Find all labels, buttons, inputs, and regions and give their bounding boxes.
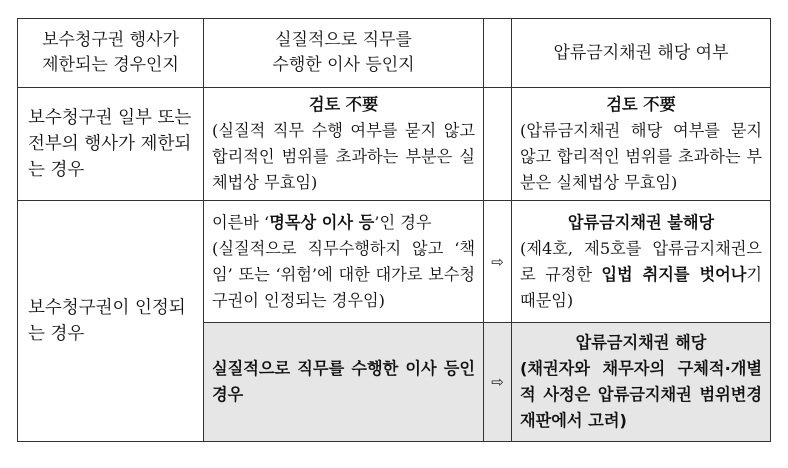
- row1-mid-title: 검토 不要: [308, 95, 379, 114]
- row1-right-text: (압류금지채권 해당 여부를 묻지 않고 합리적인 범위를 초과하는 부분은 실체법상 무효임): [520, 121, 762, 192]
- row2-sub2-arrow-icon: ⇨: [484, 323, 512, 442]
- header-col1: [18, 19, 204, 88]
- row2-sub1-intro: [212, 210, 475, 236]
- row2-sub1-right-post: 기 때문임): [520, 264, 763, 310]
- row1-right-title: 검토 不要: [606, 95, 676, 114]
- row-restricted: [18, 88, 771, 201]
- row2-sub1-intro-post: ’인 경우: [374, 212, 432, 232]
- header-col1-line1: 보수청구권 행사가: [42, 30, 179, 50]
- row2-sub1-right-cell: [512, 201, 771, 323]
- row1-right-cell: [512, 88, 771, 201]
- header-col2: [204, 19, 484, 88]
- row2-sub1-right-text: [520, 236, 762, 314]
- row2-sub2-right-title: 압류금지채권 해당: [575, 333, 707, 352]
- header-col2-line1: 실질적으로 직무를: [275, 30, 412, 50]
- row2-sub2-middle-cell: [204, 323, 484, 442]
- row2-label: 보수청구권이 인정되는 경우: [18, 201, 204, 442]
- row1-arrow-empty: [484, 88, 512, 201]
- row1-middle-cell: [204, 88, 484, 201]
- row2-sub1-intro-pre: 이른바 ‘: [212, 212, 270, 232]
- row2-sub1-text: (실질적으로 직무수행하지 않고 ‘책임’ 또는 ‘위험’에 대한 대가로 보수청구권이 인정되는 경우임): [212, 238, 475, 310]
- row2-sub1-middle-cell: [204, 201, 484, 323]
- row2-sub2-right-text: (채권자와 채무자의 구체적·개별적 사정은 압류금지채권 범위변경 재판에서 고려): [520, 359, 762, 430]
- row2-sub1-intro-bold: 명목상 이사 등: [269, 212, 375, 232]
- header-col4: [512, 19, 771, 88]
- row1-mid-text: (실질적 직무 수행 여부를 묻지 않고 합리적인 범위를 초과하는 부분은 실체법상 무효임): [212, 121, 475, 192]
- row1-label: 보수청구권 일부 또는 전부의 행사가 제한되는 경우: [18, 88, 204, 201]
- row2-sub2-right-cell: [512, 323, 771, 442]
- header-col1-line2: 제한되는 경우인지: [42, 55, 179, 75]
- row2-sub1-right-title: 압류금지채권 불해당: [567, 212, 715, 232]
- row2-sub1-arrow-icon: ⇨: [484, 201, 512, 323]
- comparison-table: [17, 18, 771, 442]
- header-col2-line2: 수행한 이사 등인지: [272, 55, 415, 75]
- row2-sub2-text: 실질적으로 직무를 수행한 이사 등인 경우: [212, 359, 475, 404]
- header-col3-empty: [484, 19, 512, 88]
- row2-sub1-right-bold: 입법 취지를 벗어나: [601, 264, 747, 284]
- row2-sub1-right-pre: (제4호, 제5호를 압류금지채권으로 규정한: [520, 238, 762, 284]
- row-allowed-nominal: [18, 201, 771, 323]
- header-col4-text: 압류금지채권 해당 여부: [553, 42, 729, 63]
- header-row: [18, 19, 771, 88]
